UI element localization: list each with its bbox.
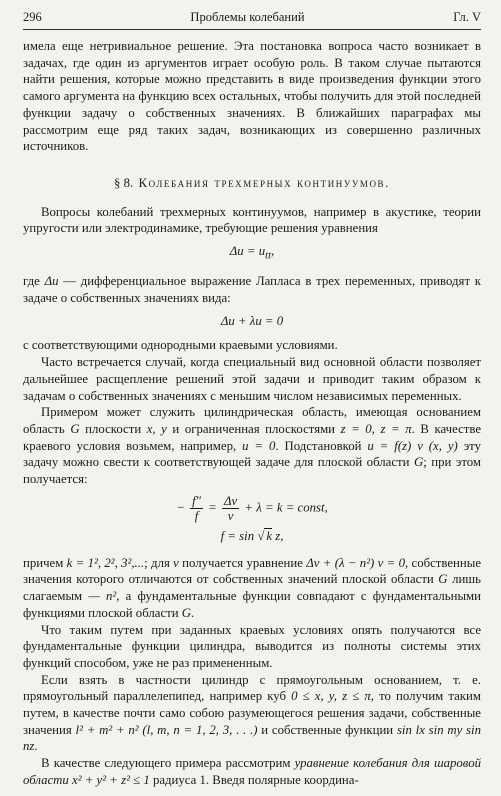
eq-wave-sub: tt — [265, 250, 272, 262]
p6-z0: z = 0 — [340, 421, 372, 436]
page-number: 296 — [23, 10, 42, 24]
p9-c: и собственные функции — [257, 722, 397, 737]
p7-e: лишь слагаемым — [23, 572, 482, 604]
eq4-b: z, — [272, 528, 284, 543]
paragraph-6 — [23, 404, 481, 488]
eq-separation-row-1 — [23, 494, 481, 523]
p7-v: v — [173, 555, 179, 570]
p7-G: G — [438, 572, 448, 587]
p7-f: , а фундаментальные функции совпадают с фундаментальными функциями плоской области — [23, 589, 481, 620]
eq3-equals: = — [204, 500, 221, 515]
p10-ball: x² + y² + z² ≤ 1 — [68, 772, 150, 787]
p6-c: и ограниченная плоскостями — [166, 421, 341, 436]
section-title: Колебания трехмерных континуумов. — [138, 175, 390, 190]
chapter-label: Гл. V — [453, 10, 481, 24]
p9-ef: sin lx sin my sin nz — [23, 722, 481, 754]
paragraph-3 — [23, 273, 481, 306]
p9-a: Если взять в частности цилиндр с прямоугольным основанием, т. е. прямоугольный параллелепипед, например куб — [23, 672, 481, 704]
p6-f: . Подстановкой — [275, 438, 368, 453]
eq3-f1-bot: f — [194, 508, 199, 523]
p6-a: Примером может служить цилиндрическая область, имеющая основанием область — [23, 405, 481, 436]
p9-b: , то получим таким путем, в качестве почти само собою разумеющегося решения задачи, собственные значения — [23, 689, 481, 737]
eq3-rest: + λ = k = const, — [241, 500, 328, 515]
section-number: § 8. — [114, 175, 134, 190]
p6-b: плоскости — [79, 421, 147, 436]
p6-g: эту задачу можно свести к соответствующей задаче для плоской области — [23, 438, 482, 470]
p7-G2: G — [181, 605, 192, 620]
p6-zpi: z = π — [380, 421, 412, 436]
paragraph-7 — [23, 555, 481, 622]
paragraph-8: Что таким путем при заданных краевых условиях опять получаются все фундаментальные функции цилиндра, выводится из полноты системы этих функций способом, уже не раз примененным. — [23, 622, 481, 670]
eq-separation-row-2: f = sin √ k z, — [220, 528, 284, 543]
page-body — [23, 38, 481, 789]
p7-d: , собственные значения которого отличаются от собственных значений плоской области — [23, 555, 482, 587]
p9-cube: 0 ≤ x, y, z ≤ π — [291, 689, 371, 704]
eq-wave-end: , — [271, 244, 275, 259]
p7-b: ; для — [144, 555, 174, 570]
eq3-minus: − — [176, 500, 185, 515]
equation-wave — [23, 243, 481, 265]
p10-b: радиуса 1. Введя полярные координа- — [149, 772, 359, 787]
p10-a: В качестве следующего примера рассмотрим — [41, 756, 295, 771]
eq3-f2-bot: v — [227, 508, 234, 523]
p6-G: G — [70, 421, 80, 436]
p6-e: . В качестве краевого условия возьмем, например, — [23, 421, 481, 453]
p3-a: где — [23, 274, 45, 289]
running-header — [23, 0, 481, 30]
p6-d: , — [371, 421, 381, 436]
paragraph-10 — [23, 755, 481, 788]
eq4-a: f = sin — [220, 528, 258, 543]
paragraph-4: с соответствующими однородными краевыми условиями. — [23, 338, 338, 353]
p9-d: . — [34, 739, 38, 754]
paragraph-5: Часто встречается случай, когда специальный вид основной области позволяет дальнейшее расщепление решений этой задачи и приводит таким образом к задачам о собственных значениях с меньшим числом независимых переменных. — [23, 355, 481, 403]
section-heading — [23, 175, 481, 192]
p6-h: ; при этом получается: — [23, 455, 482, 487]
p3-b: — дифференциальное выражение Лапласа в трех переменных, приводят к задаче о собственных значениях вида: — [23, 274, 481, 305]
equation-separation — [23, 494, 481, 549]
p7-c: получается уравнение — [178, 555, 307, 570]
eq4-sqrt: k — [266, 528, 273, 543]
p9-ev: l² + m² + n² (l, m, n = 1, 2, 3, . . .) — [75, 722, 258, 737]
p7-n2: — n² — [88, 589, 117, 604]
paragraph-1: имела еще нетривиальное решение. Эта постановка вопроса часто возникает в задачах, где один из аргументов играет особую роль. В таком случае пытаются найти решения, которые можно представить в виде произведения функции этого самого аргумента на функцию всех остальных, чтобы получить для этой последней функции задачу о собственных значениях. В ближайших параграфах мы рассмотрим еще ряд таких задач, возникающих из совершенно различных источников. — [23, 39, 481, 154]
eq3-fraction-f — [190, 494, 203, 523]
p6-sub: u = f(z) v (x, y) — [367, 438, 458, 453]
eq-wave-main: Δu = u — [229, 244, 266, 259]
p7-g: . — [191, 605, 195, 620]
paragraph-2: Вопросы колебаний трехмерных континуумов, например в акустике, теории упругости или электродинамике, требующие решения уравнения — [23, 204, 481, 236]
p6-u0: u = 0 — [242, 438, 276, 453]
equation-helmholtz: Δu + λu = 0 — [220, 313, 284, 328]
eq3-f2-top: Δv — [224, 493, 238, 508]
p7-k: k = 1², 2², 3²,... — [66, 555, 145, 570]
p7-eq: Δv + (λ − n²) v = 0 — [306, 555, 405, 570]
eq3-f1-top: f″ — [192, 493, 201, 508]
paragraph-9 — [23, 672, 481, 756]
eq3-fraction-v — [222, 494, 239, 523]
running-title: Проблемы колебаний — [190, 10, 305, 24]
p10-italic: уравнение колебания для шаровой области — [23, 756, 481, 787]
p3-delta: Δu — [44, 274, 59, 289]
p6-xy: x, y — [146, 421, 167, 436]
p6-G2: G — [413, 455, 424, 470]
p7-a: причем — [23, 555, 67, 570]
